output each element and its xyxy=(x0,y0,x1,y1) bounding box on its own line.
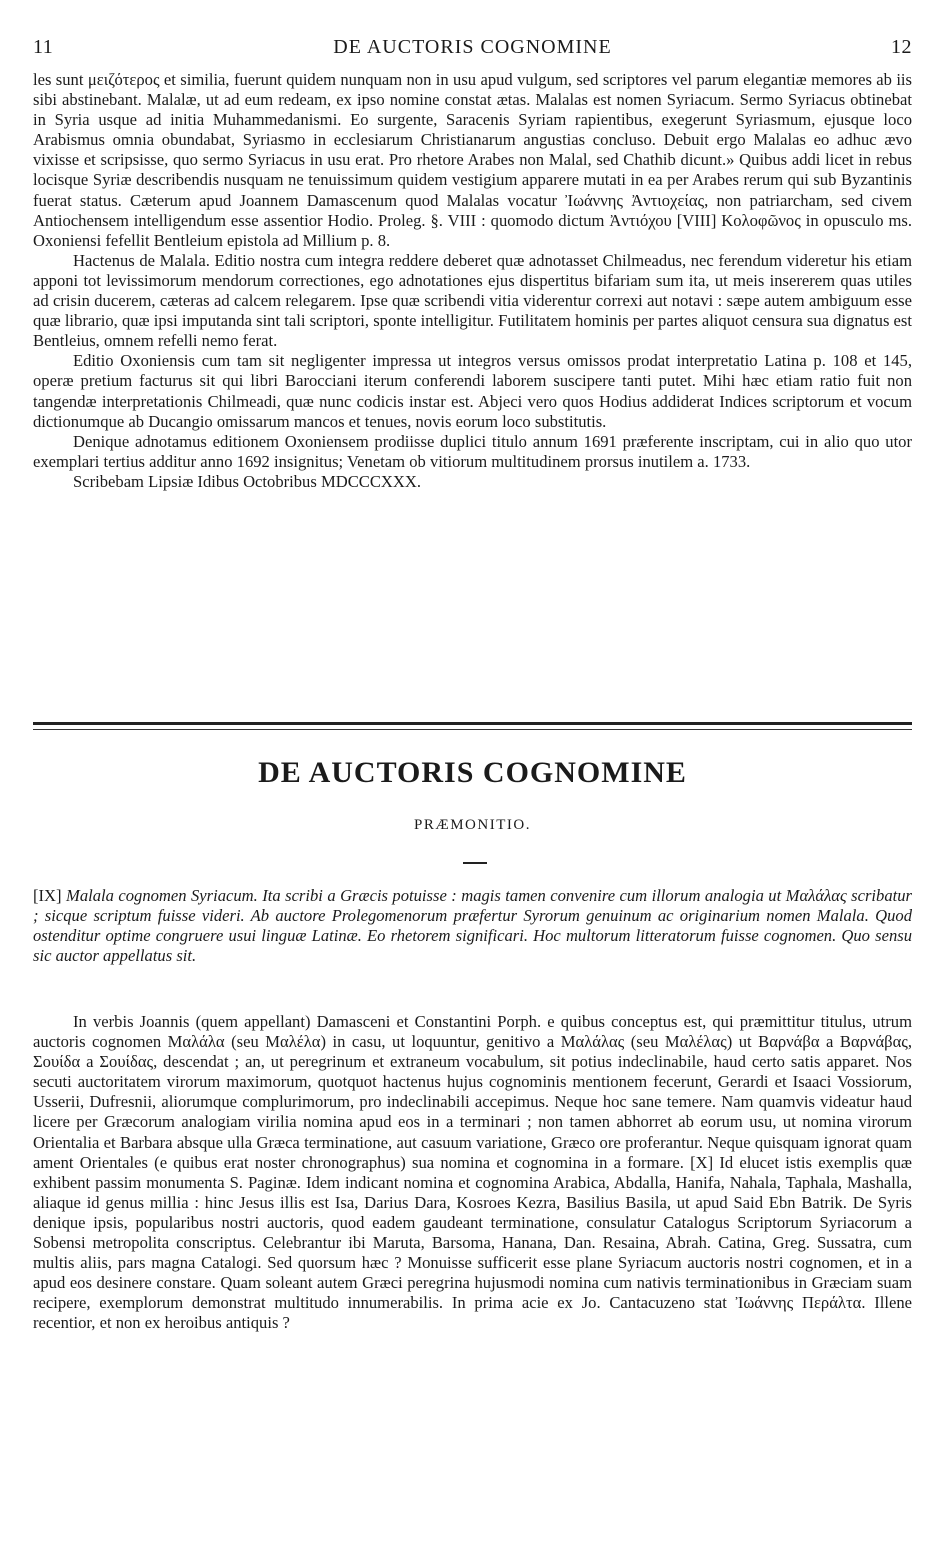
running-title: DE AUCTORIS COGNOMINE xyxy=(333,36,612,58)
paragraph-2: Hactenus de Malala. Editio nostra cum integra reddere deberet quæ adnotasset Chilmeadus, nec ferendum videretur his etiam apponi tot levissimorum mendorum correctiones, ego adnotationes ejus dispertitus bifariam sum ita, ut meis insererem quas utiles ad crisin ducerem, cæteras ad calcem relegarem. Ipse quæ scribendi vitia viderentur correxi aut notavi : sæpe autem ambiguum esse quæ librario, quæ ipsi imputanda sint tali scriptori, sponte intelligitur. Futilitatem hominis per partes aliquot censura sua dignatus est Bentleius, omnem refelli nemo ferat. xyxy=(33,250,912,351)
running-head xyxy=(33,36,912,64)
short-dash-divider xyxy=(463,862,487,864)
summary-paragraph xyxy=(33,886,912,966)
paragraph-4: Denique adnotamus editionem Oxoniensem prodiisse duplici titulo annum 1691 præferente inscriptam, cui in alio quo utor exemplari tertius additur anno 1692 insignitus; Venetam ob vitiorum multitudinem prorsus inutilem a. 1733. xyxy=(33,431,912,471)
main-paragraph: In verbis Joannis (quem appellant) Damasceni et Constantini Porph. e quibus conceptus est, qui præmittitur titulus, utrum auctoris cognomen Μαλάλα (seu Μαλέλα) in casu, ut loquuntur, genitivo a Μαλάλας (seu Μαλέλας) ut Βαρνάβα a Βαρνάβας, Σουίδα a Σουίδας, descendat ; an, ut peregrinum et extraneum vocabulum, sit potius indeclinabile, haud certo satis apparet. Nos secuti auctoritatem virorum maximorum, quotquot hactenus hujus cognominis mentionem fecerunt, Gerardi et Isaaci Vossiorum, Usserii, Dufresnii, aliorumque complurimorum, pro indeclinabili accepimus. Neque hoc sane temere. Nam quamvis videatur haud licere per Græcorum analogiam virilia nomina apud eos in a terminari ; non tamen abhorret ab eorum usu, ut nomina virorum Orientalia et Barbara absque ulla Græca terminatione, aut casuum variatione, Græco ore proferantur. Neque quisquam ignorat quam ament Orientales (e quibus erat noster chronographus) sua nomina et cognomina in a formare. [X] Id elucet istis exemplis quæ exhibent passim monumenta S. Paginæ. Idem indicant nomina et cognomina Arabica, Abdalla, Hanifa, Nahala, Taphala, Mashalla, aliaque id genus millia : hinc Jesus illis est Isa, Darius Dara, Kosroes Kezra, Basilius Basila, ut apud Said Ebn Batrik. De Syris denique ipsis, popularibus nostri auctoris, quod eadem gaudeant terminatione, consulatur Catalogus Scriptorum Syriacorum a Sobensi metropolita conscriptus. Celebrantur ibi Maruta, Barsoma, Hanana, Dan. Resaina, Abrah. Catina, Greg. Sussatra, cum multis aliis, pars magna Catalogi. Sed quorsum hæc ? Monuisse sufficerit esse plane Syriacum auctoris nostri cognomen, et in a apud eos desinere constare. Quam soleant autem Græci peregrina hujusmodi nomina cum nativis terminationibus in Græciam suam recipere, exemplorum demonstrat multitudo innumerabilis. In prima acie ex Jo. Cantacuzeno stat Ἰωάννης Περάλτα. Illene recentior, et non ex heroibus antiquis ? xyxy=(33,1012,912,1333)
signature-line: Scribebam Lipsiæ Idibus Octobribus MDCCCXXX. xyxy=(73,471,421,491)
page-marker: [IX] xyxy=(33,886,62,905)
section-divider-thick xyxy=(33,722,912,725)
section-subtitle: PRÆMONITIO. xyxy=(414,817,531,833)
paragraph-1: les sunt μειζότερος et similia, fuerunt quidem nunquam non in usu apud vulgum, sed scriptores vel parum elegantiæ memores ab iis sibi abstinebant. Malalæ, ut ad eum redeam, ex ipso nomine constat ætas. Malalas est nomen Syriacum. Sermo Syriacus obtinebat in Syria usque ad initia Muhammedanismi. Eo surgente, Saracenis Syriam rapientibus, exegerunt Syriasmum, ejusque loco Arabismus omnia obundabat, Syriasmo in ecclesiarum Christianarum angustias concluso. Debuit ergo Malalas eo adhuc ævo vixisse et scripsisse, quo sermo Syriacus in usu erat. Pro rhetore Arabes non Malal, sed Chathib dicunt.» Quibus addi licet in rebus locisque Syriæ describendis nusquam ne tenuissimum quidem vestigium apparere mutati in ea per Arabes rerum qui sub Byzantinis fuerat status. Cæterum apud Joannem Damascenum quod Malalas vocatur Ἰωάννης Ἀντιοχείας, non patriarcham, sed civem Antiochensem intelligendum esse assentior Hodio. Proleg. §. VIII : quomodo dictum Ἀντιόχου [VIII] Κολοφῶνος in opusculo ms. Oxoniensi fefellit Bentleium epistola ad Millium p. 8. xyxy=(33,70,912,250)
page-number-right: 12 xyxy=(891,36,912,58)
preface-continuation xyxy=(33,70,912,492)
page-number-left: 11 xyxy=(33,36,54,58)
paragraph-3: Editio Oxoniensis cum tam sit negligenter impressa ut integros versus omissos prodat interpretatio Latina p. 108 et 145, operæ pretium facturus sit qui libri Barocciani iterum conferendi laborem suscipere tanti putet. Mihi hæc etiam ratio fuit non tangendæ interpretationis Chilmeadi, quæ nunc codicis instar est. Abjeci vero quos Hodius addiderat Indices scriptorum et vocum dictionumque ab Ducangio omissarum mancos et tenues, novis eorum loco substitutis. xyxy=(33,351,912,431)
summary-text: Malala cognomen Syriacum. Ita scribi a Græcis potuisse : magis tamen convenire cum illorum analogia ut Μαλάλας scribatur ; sicque scriptum fuisse videri. Ab auctore Prolegomenorum præfertur Syrorum genuinum ac originarium nomen Malala. Quod ostenditur optime congruere usui linguæ Latinæ. Eo rhetorem significari. Hoc multorum litteratorum fuisse cognomen. Quo sensu sic auctor appellatus sit. xyxy=(33,886,912,966)
main-text-block xyxy=(33,1012,912,1334)
section-title: DE AUCTORIS COGNOMINE xyxy=(258,756,687,789)
summary-block xyxy=(33,886,912,966)
section-divider-thin xyxy=(33,729,912,730)
